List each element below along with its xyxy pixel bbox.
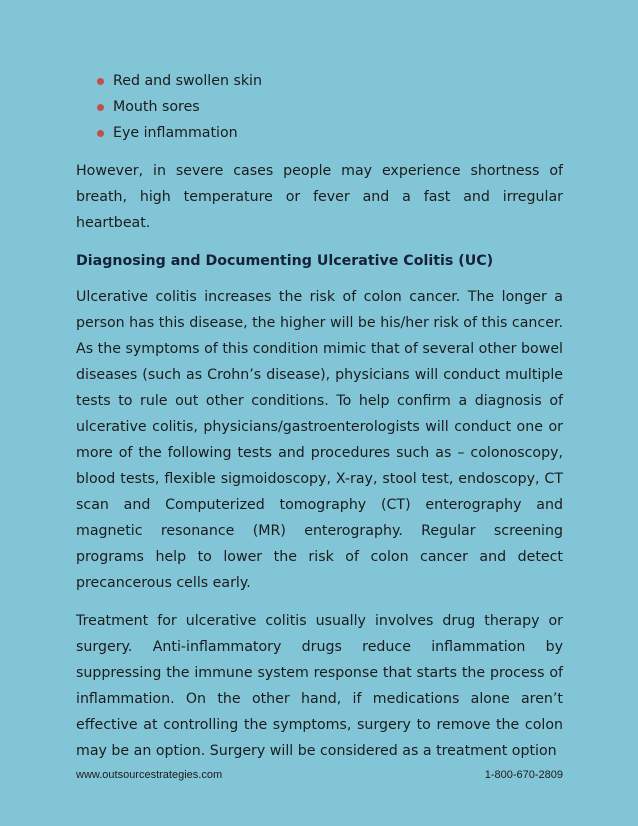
bullet-icon bbox=[97, 130, 104, 137]
paragraph-treatment: Treatment for ulcerative colitis usually involves drug therapy or surgery. Anti-inflammatory drugs reduce inflammation by suppressing the immune system response that starts the process of inflammation. On the other hand, if medications alone aren’t effective at controlling the symptoms, surgery to remove the colon may be an option. Surgery will be considered as a treatment option bbox=[76, 613, 563, 759]
bullet-icon bbox=[97, 104, 104, 111]
section-heading: Diagnosing and Documenting Ulcerative Colitis (UC) bbox=[76, 253, 494, 269]
footer-website: www.outsourcestrategies.com bbox=[76, 769, 223, 781]
list-item bbox=[95, 68, 563, 94]
footer-phone: 1-800-670-2809 bbox=[484, 769, 563, 781]
list-item bbox=[95, 94, 563, 120]
paragraph-diagnosis: Ulcerative colitis increases the risk of colon cancer. The longer a person has this disease, the higher will be his/her risk of this cancer. As the symptoms of this condition mimic that of several other bowel diseases (such as Crohn’s disease), physicians will conduct multiple tests to rule out other conditions. To help confirm a diagnosis of ulcerative colitis, physicians/gastroenterologists will conduct one or more of the following tests and procedures such as – colonoscopy, blood tests, flexible sigmoidoscopy, X-ray, stool test, endoscopy, CT scan and Computerized tomography (CT) enterography and magnetic resonance (MR) enterography. Regular screening programs help to lower the risk of colon cancer and detect precancerous cells early. bbox=[76, 289, 563, 591]
bullet-icon bbox=[97, 78, 104, 85]
list-item bbox=[95, 120, 563, 146]
list-item-text: Mouth sores bbox=[113, 99, 200, 115]
paragraph-severe-cases: However, in severe cases people may experience shortness of breath, high temperature or fever and a fast and irregular heartbeat. bbox=[76, 163, 563, 231]
list-item-text: Eye inflammation bbox=[113, 125, 238, 141]
list-item-text: Red and swollen skin bbox=[113, 73, 262, 89]
symptom-list bbox=[76, 68, 563, 146]
document-page bbox=[76, 68, 563, 764]
